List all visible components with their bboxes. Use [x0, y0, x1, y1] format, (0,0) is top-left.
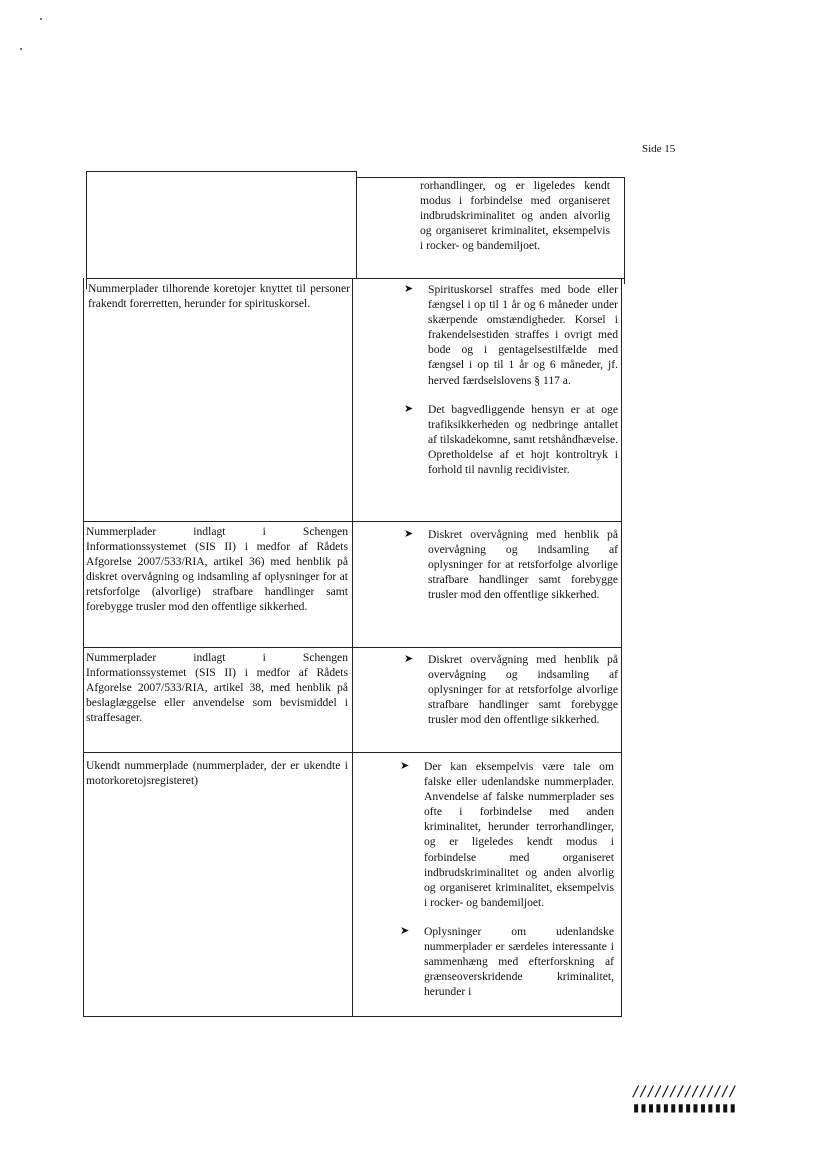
bullet-text: Diskret overvågning med henblik på overvågning og indsamling af oplysninger for at retsforfolge alvorlige strafbare handlinger samt forebygge trusler mod den offentlige sikkerhed. — [428, 528, 618, 602]
bullet-item — [400, 924, 614, 999]
barcode-bottom-row: ▮▮▮▮▮▮▮▮▮▮▮▮▮▮ — [632, 1100, 737, 1116]
table-row-4-left-cell: Ukendt nummerplade (nummerplader, der er ukendte i motorkoretojsregisteret) — [86, 759, 348, 788]
bullet-text: Diskret overvågning med henblik på overvågning og indsamling af oplysninger for at retsforfolge alvorlige strafbare handlinger samt forebygge trusler mod den offentlige sikkerhed. — [428, 653, 618, 727]
table-row-2-left-cell: Nummerplader indlagt i Schengen Informationssystemet (SIS II) i medfor af Rådets Afgorelse 2007/533/RIA, artikel 36) med henblik på diskret overvågning og indsamling af oplysninger for at retsforfolge (alvorlige) strafbare handlinger samt forebygge trusler mod den offentlige sikkerhed. — [86, 525, 348, 614]
bullet-item — [404, 282, 618, 388]
arrow-bullet-icon: ➤ — [404, 653, 414, 665]
continued-paragraph: rorhandlinger, og er ligeledes kendt modus i forbindelse med organiseret indbrudskriminalitet og anden alvorlig og organiseret kriminalitet, eksempelvis i rocker- og bandemiljoet. — [420, 179, 610, 253]
table-border-top-left — [86, 171, 356, 172]
table-row-4-right-cell — [400, 759, 614, 999]
page-number: Side 15 — [642, 143, 676, 155]
document-barcode — [632, 1084, 766, 1116]
bullet-text: Der kan eksempelvis være tale om falske eller udenlandske nummerplader. Anvendelse af falske nummerplader ses ofte i forbindelse med anden kriminalitet, herunder terrorhandlinger, og er ligeledes kendt modus i forbindelse med organiseret indbrudskriminalitet og anden alvorlig og organiseret kriminalitet, eksempelvis i rocker- og bandemiljoet. — [424, 760, 614, 909]
barcode-top-row: ////////////// — [632, 1084, 737, 1100]
scan-speck — [20, 48, 22, 50]
table-row-1-right-cell — [404, 282, 618, 477]
arrow-bullet-icon: ➤ — [404, 528, 414, 540]
table-row-divider — [83, 521, 621, 522]
table-row-divider — [83, 752, 621, 753]
bullet-item — [404, 652, 618, 727]
arrow-bullet-icon: ➤ — [404, 283, 414, 295]
bullet-text: Spirituskorsel straffes med bode eller fængsel i op til 1 år og 6 måneder under skærpende omstændigheder. Korsel i frakendelsestiden straffes i ovrigt med bode og i gentagelsestilfælde med fængsel i op til 1 år og 6 måneder, jf. herved færdselslovens § 117 a. — [428, 283, 618, 387]
bullet-text: Det bagvedliggende hensyn er at oge trafiksikkerheden og nedbringe antallet af tilskadekomne, samt retshåndhævelse. Opretholdelse af et hojt kontroltryk i forhold til navnlig recidivister. — [428, 402, 618, 477]
table-bottom-border — [83, 1016, 621, 1017]
table-right-border — [624, 177, 625, 284]
table-row-3-left-cell: Nummerplader indlagt i Schengen Informationssystemet (SIS II) i medfor af Rådets Afgorelse 2007/533/RIA, artikel 38, med henblik på beslaglæggelse eller anvendelse som bevismiddel i straffesager. — [86, 651, 348, 725]
table-middle-divider — [356, 171, 357, 278]
table-row-0-right-cell — [396, 178, 610, 253]
table-row-divider — [83, 647, 621, 648]
table-row-2-right-cell — [404, 527, 618, 602]
table-left-border — [86, 171, 87, 289]
table-row-1-left-cell: Nummerplader tilhorende koretojer knyttet til personer frakendt forerretten, herunder for spirituskorsel. — [88, 282, 350, 311]
table-right-border — [621, 278, 622, 1017]
bullet-item — [404, 402, 618, 477]
bullet-item — [400, 759, 614, 910]
table-row-divider — [86, 278, 624, 279]
bullet-text: Oplysninger om udenlandske nummerplader er særdeles interessante i sammenhæng med efterforskning af grænseoverskridende kriminalitet, herunder i — [424, 924, 614, 999]
table-row-3-right-cell — [404, 652, 618, 727]
arrow-bullet-icon: ➤ — [400, 924, 410, 937]
scan-speck — [40, 18, 42, 20]
bullet-item — [404, 527, 618, 602]
arrow-bullet-icon: ➤ — [400, 760, 410, 772]
arrow-bullet-icon: ➤ — [404, 402, 414, 415]
